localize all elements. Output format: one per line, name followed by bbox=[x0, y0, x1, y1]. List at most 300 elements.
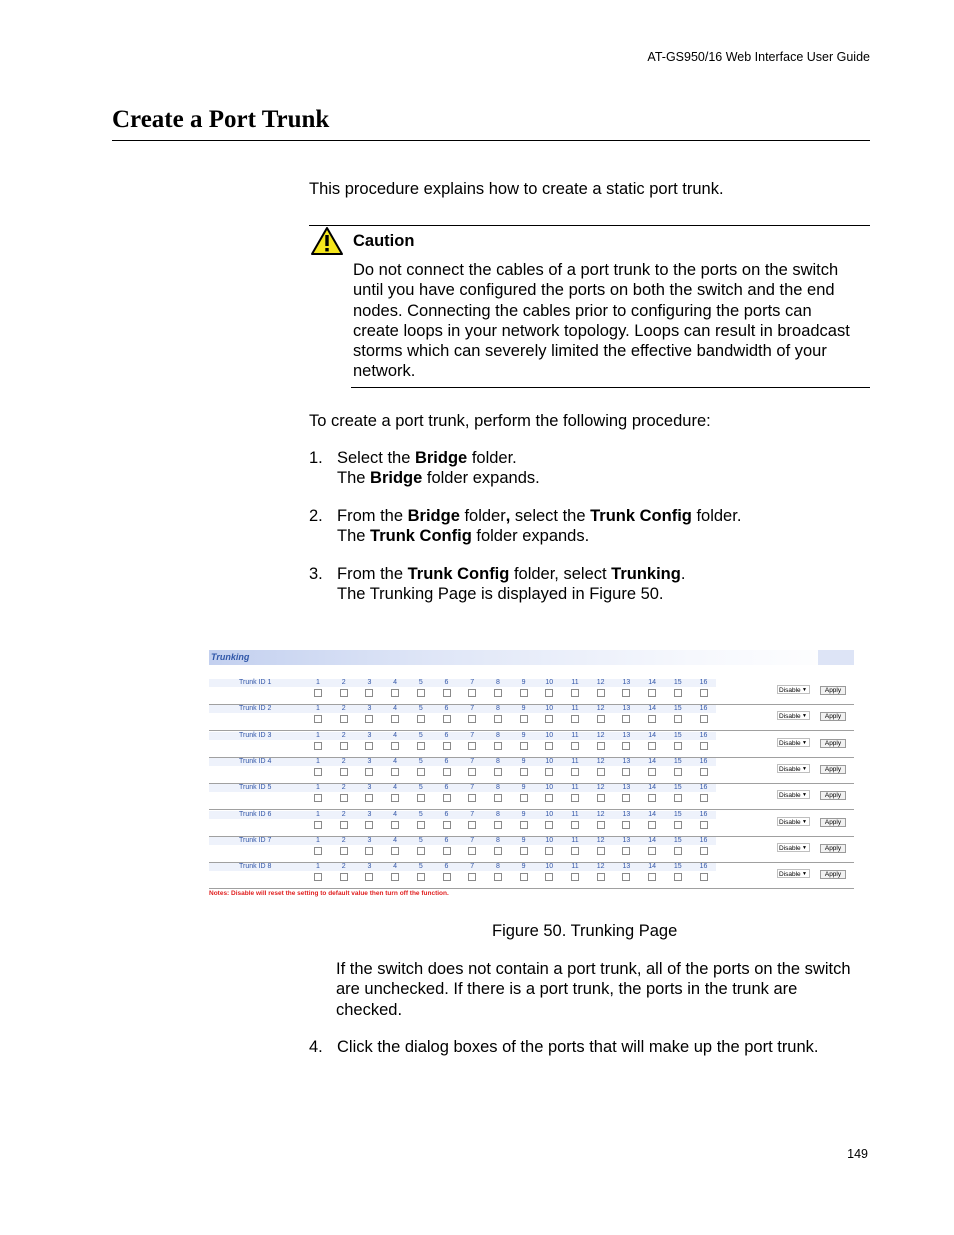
port-checkbox[interactable] bbox=[700, 742, 708, 750]
trunk-row bbox=[209, 732, 854, 758]
port-checkbox[interactable] bbox=[391, 689, 399, 697]
port-checkbox[interactable] bbox=[365, 768, 373, 776]
port-checkbox[interactable] bbox=[597, 768, 605, 776]
step-line: Click the dialog boxes of the ports that will make up the port trunk. bbox=[337, 1038, 819, 1056]
port-checkbox[interactable] bbox=[520, 689, 528, 697]
port-number: 16 bbox=[699, 757, 708, 765]
port-number: 5 bbox=[418, 836, 423, 844]
port-checkbox[interactable] bbox=[365, 742, 373, 750]
port-number: 1 bbox=[316, 679, 320, 686]
port-checkbox[interactable] bbox=[365, 794, 373, 802]
figure-caption: Figure 50. Trunking Page bbox=[492, 922, 678, 940]
port-checkbox[interactable] bbox=[597, 794, 605, 802]
caution-text bbox=[353, 260, 871, 382]
port-checkbox[interactable] bbox=[494, 689, 502, 697]
port-checkbox[interactable] bbox=[443, 689, 451, 697]
step-result: The Bridge folder expands. bbox=[337, 469, 540, 488]
port-number: 13 bbox=[622, 836, 631, 844]
port-checkbox[interactable] bbox=[443, 715, 451, 723]
port-number: 14 bbox=[648, 810, 656, 818]
trunk-row bbox=[209, 679, 854, 705]
port-number: 5 bbox=[418, 679, 423, 686]
port-checkbox[interactable] bbox=[365, 689, 373, 697]
apply-button[interactable]: Apply bbox=[820, 844, 846, 853]
apply-button[interactable]: Apply bbox=[820, 791, 846, 800]
step-line: From the Trunk Config folder, select Trunking. bbox=[337, 565, 686, 583]
port-number: 12 bbox=[596, 863, 605, 871]
port-checkbox[interactable] bbox=[417, 715, 425, 723]
port-checkbox[interactable] bbox=[391, 847, 399, 855]
port-checkbox[interactable] bbox=[674, 715, 682, 723]
port-checkbox[interactable] bbox=[648, 715, 656, 723]
caution-line: create loops in your network topology. Loops can result in broadcast bbox=[353, 321, 850, 340]
port-checkbox[interactable] bbox=[571, 847, 579, 855]
port-checkbox[interactable] bbox=[340, 742, 348, 750]
port-checkbox[interactable] bbox=[468, 821, 476, 829]
intro-paragraph: This procedure explains how to create a static port trunk. bbox=[309, 180, 724, 198]
row-shade bbox=[209, 758, 716, 766]
port-number: 16 bbox=[699, 705, 708, 713]
port-checkbox[interactable] bbox=[340, 873, 348, 881]
port-number: 4 bbox=[393, 863, 398, 871]
trunk-row bbox=[209, 705, 854, 731]
port-checkbox[interactable] bbox=[391, 742, 399, 750]
port-number: 1 bbox=[316, 784, 320, 792]
port-checkbox[interactable] bbox=[417, 794, 425, 802]
port-number: 7 bbox=[470, 679, 475, 686]
port-checkbox[interactable] bbox=[520, 821, 528, 829]
apply-button[interactable]: Apply bbox=[820, 739, 846, 748]
port-checkbox[interactable] bbox=[468, 847, 476, 855]
port-number: 8 bbox=[495, 810, 500, 818]
port-number: 5 bbox=[418, 810, 423, 818]
port-checkbox[interactable] bbox=[597, 715, 605, 723]
trunking-header-bar bbox=[209, 650, 854, 665]
port-number: 1 bbox=[316, 731, 320, 739]
caution-top-rule bbox=[309, 225, 870, 226]
port-number: 13 bbox=[622, 705, 631, 713]
port-checkbox[interactable] bbox=[494, 715, 502, 723]
port-number: 13 bbox=[622, 810, 631, 818]
chevron-down-icon: ▼ bbox=[802, 765, 807, 772]
port-checkbox[interactable] bbox=[571, 794, 579, 802]
port-number: 10 bbox=[545, 863, 554, 871]
row-shade bbox=[209, 679, 716, 687]
port-checkbox[interactable] bbox=[622, 768, 630, 776]
port-checkbox[interactable] bbox=[391, 768, 399, 776]
port-number: 9 bbox=[521, 836, 526, 844]
port-checkbox[interactable] bbox=[622, 689, 630, 697]
port-number: 1 bbox=[316, 705, 320, 713]
port-number: 4 bbox=[393, 757, 398, 765]
row-shade bbox=[209, 705, 716, 713]
port-number: 9 bbox=[521, 679, 526, 686]
trunk-mode-select[interactable]: Disable ▼ bbox=[777, 738, 810, 747]
port-checkbox[interactable] bbox=[700, 847, 708, 855]
row-shade bbox=[209, 784, 716, 792]
port-number: 12 bbox=[596, 705, 605, 713]
port-checkbox[interactable] bbox=[674, 689, 682, 697]
port-checkbox[interactable] bbox=[648, 821, 656, 829]
paragraph-line: checked. bbox=[336, 1000, 403, 1019]
port-checkbox[interactable] bbox=[622, 847, 630, 855]
chevron-down-icon: ▼ bbox=[802, 687, 807, 693]
port-number: 7 bbox=[470, 784, 475, 792]
procedure-intro: To create a port trunk, perform the following procedure: bbox=[309, 412, 711, 430]
port-checkbox[interactable] bbox=[340, 847, 348, 855]
port-number: 3 bbox=[367, 836, 372, 844]
port-checkbox[interactable] bbox=[468, 689, 476, 697]
port-number: 6 bbox=[444, 705, 449, 713]
port-number: 6 bbox=[444, 810, 449, 818]
port-checkbox[interactable] bbox=[648, 873, 656, 881]
port-checkbox[interactable] bbox=[443, 742, 451, 750]
port-number: 3 bbox=[367, 705, 372, 713]
port-number: 9 bbox=[521, 705, 526, 713]
section-title: Create a Port Trunk bbox=[112, 106, 330, 133]
port-checkbox[interactable] bbox=[340, 715, 348, 723]
port-checkbox[interactable] bbox=[597, 847, 605, 855]
port-number: 15 bbox=[673, 836, 682, 844]
port-number: 8 bbox=[495, 731, 500, 739]
step-number: 1. bbox=[309, 449, 323, 467]
port-checkbox[interactable] bbox=[674, 847, 682, 855]
port-number: 4 bbox=[393, 784, 398, 792]
port-checkbox[interactable] bbox=[674, 768, 682, 776]
caution-line: until you have configured the ports on both the switch and the end bbox=[353, 281, 835, 300]
port-checkbox[interactable] bbox=[314, 768, 322, 776]
port-number: 5 bbox=[418, 784, 423, 792]
port-number: 6 bbox=[444, 863, 449, 871]
port-checkbox[interactable] bbox=[545, 873, 553, 881]
port-number: 7 bbox=[470, 836, 475, 844]
chevron-down-icon: ▼ bbox=[802, 818, 807, 825]
row-shade bbox=[209, 863, 716, 871]
after-figure-paragraph bbox=[336, 959, 871, 1020]
port-checkbox[interactable] bbox=[700, 794, 708, 802]
port-checkbox[interactable] bbox=[417, 689, 425, 697]
port-number: 2 bbox=[341, 757, 346, 765]
port-number: 16 bbox=[699, 810, 708, 818]
port-number: 4 bbox=[393, 810, 398, 818]
step-result: The Trunking Page is displayed in Figure 50. bbox=[337, 585, 664, 604]
port-checkbox[interactable] bbox=[443, 821, 451, 829]
port-number: 15 bbox=[673, 863, 682, 871]
port-number: 7 bbox=[470, 757, 475, 765]
port-checkbox[interactable] bbox=[545, 821, 553, 829]
port-checkbox[interactable] bbox=[597, 873, 605, 881]
port-number: 3 bbox=[367, 731, 372, 739]
trunk-row bbox=[209, 811, 854, 837]
port-checkbox[interactable] bbox=[468, 794, 476, 802]
port-number: 9 bbox=[521, 731, 526, 739]
port-number: 7 bbox=[470, 731, 475, 739]
port-number: 4 bbox=[393, 679, 398, 686]
caution-line: Do not connect the cables of a port trunk to the ports on the switch bbox=[353, 261, 839, 279]
port-number: 12 bbox=[596, 679, 605, 686]
step-number: 2. bbox=[309, 507, 323, 525]
port-number: 2 bbox=[341, 705, 346, 713]
port-checkbox[interactable] bbox=[520, 742, 528, 750]
port-checkbox[interactable] bbox=[545, 689, 553, 697]
port-checkbox[interactable] bbox=[391, 794, 399, 802]
port-checkbox[interactable] bbox=[571, 821, 579, 829]
port-checkbox[interactable] bbox=[391, 873, 399, 881]
trunk-id-label: Trunk ID 2 bbox=[239, 705, 272, 713]
port-checkbox[interactable] bbox=[494, 794, 502, 802]
port-checkbox[interactable] bbox=[314, 715, 322, 723]
trunking-figure bbox=[209, 650, 854, 900]
port-checkbox[interactable] bbox=[340, 821, 348, 829]
port-number: 10 bbox=[545, 784, 554, 792]
header-box bbox=[818, 650, 854, 665]
port-checkbox[interactable] bbox=[520, 847, 528, 855]
port-checkbox[interactable] bbox=[340, 689, 348, 697]
port-number: 15 bbox=[673, 705, 682, 713]
port-checkbox[interactable] bbox=[571, 715, 579, 723]
port-checkbox[interactable] bbox=[648, 768, 656, 776]
port-number: 8 bbox=[495, 757, 500, 765]
port-checkbox[interactable] bbox=[520, 794, 528, 802]
caution-line: network. bbox=[353, 362, 416, 381]
port-checkbox[interactable] bbox=[417, 742, 425, 750]
port-checkbox[interactable] bbox=[494, 873, 502, 881]
port-number: 6 bbox=[444, 784, 449, 792]
port-checkbox[interactable] bbox=[648, 847, 656, 855]
port-checkbox[interactable] bbox=[340, 794, 348, 802]
port-number: 8 bbox=[495, 863, 500, 871]
port-checkbox[interactable] bbox=[443, 873, 451, 881]
port-number: 2 bbox=[341, 810, 346, 818]
trunk-id-label: Trunk ID 7 bbox=[239, 836, 272, 844]
port-checkbox[interactable] bbox=[468, 742, 476, 750]
port-checkbox[interactable] bbox=[545, 715, 553, 723]
port-checkbox[interactable] bbox=[520, 715, 528, 723]
port-checkbox[interactable] bbox=[545, 768, 553, 776]
port-number: 3 bbox=[367, 757, 372, 765]
apply-button[interactable]: Apply bbox=[820, 818, 846, 827]
port-number: 11 bbox=[571, 705, 579, 713]
title-rule bbox=[112, 140, 870, 141]
port-checkbox[interactable] bbox=[674, 742, 682, 750]
port-checkbox[interactable] bbox=[571, 768, 579, 776]
trunk-row bbox=[209, 837, 854, 863]
apply-button[interactable]: Apply bbox=[820, 686, 846, 695]
port-number: 12 bbox=[596, 757, 605, 765]
port-checkbox[interactable] bbox=[545, 742, 553, 750]
port-checkbox[interactable] bbox=[648, 689, 656, 697]
paragraph-line: are unchecked. If there is a port trunk, the ports in the trunk are bbox=[336, 980, 798, 999]
port-checkbox[interactable] bbox=[365, 847, 373, 855]
port-checkbox[interactable] bbox=[443, 794, 451, 802]
port-number: 8 bbox=[495, 836, 500, 844]
caution-line: nodes. Connecting the cables prior to configuring the ports can bbox=[353, 301, 812, 320]
port-checkbox[interactable] bbox=[314, 821, 322, 829]
port-number: 11 bbox=[571, 836, 579, 844]
row-shade bbox=[209, 811, 716, 819]
trunk-mode-select[interactable]: Disable ▼ bbox=[777, 817, 810, 826]
port-checkbox[interactable] bbox=[545, 794, 553, 802]
port-number: 13 bbox=[622, 863, 631, 871]
port-number: 5 bbox=[418, 757, 423, 765]
trunk-id-label: Trunk ID 3 bbox=[239, 731, 272, 739]
port-number: 12 bbox=[596, 836, 605, 844]
port-checkbox[interactable] bbox=[571, 742, 579, 750]
paragraph-line: If the switch does not contain a port trunk, all of the ports on the switch bbox=[336, 960, 851, 978]
apply-button[interactable]: Apply bbox=[820, 765, 846, 774]
port-checkbox[interactable] bbox=[494, 742, 502, 750]
port-checkbox[interactable] bbox=[340, 768, 348, 776]
port-checkbox[interactable] bbox=[545, 847, 553, 855]
port-checkbox[interactable] bbox=[571, 689, 579, 697]
port-checkbox[interactable] bbox=[520, 873, 528, 881]
apply-button[interactable]: Apply bbox=[820, 712, 846, 721]
port-checkbox[interactable] bbox=[622, 742, 630, 750]
port-number: 5 bbox=[418, 731, 423, 739]
caution-heading: Caution bbox=[353, 232, 415, 250]
step-number: 4. bbox=[309, 1038, 323, 1056]
port-number: 14 bbox=[648, 679, 656, 686]
port-checkbox[interactable] bbox=[391, 715, 399, 723]
port-number: 2 bbox=[341, 731, 346, 739]
port-checkbox[interactable] bbox=[597, 689, 605, 697]
trunk-mode-select[interactable]: Disable ▼ bbox=[777, 843, 810, 852]
port-checkbox[interactable] bbox=[314, 873, 322, 881]
trunk-mode-select[interactable]: Disable ▼ bbox=[777, 790, 810, 799]
port-number: 16 bbox=[699, 863, 708, 871]
port-number: 13 bbox=[622, 731, 631, 739]
port-checkbox[interactable] bbox=[622, 715, 630, 723]
port-checkbox[interactable] bbox=[314, 742, 322, 750]
chevron-down-icon: ▼ bbox=[802, 739, 807, 746]
port-number: 9 bbox=[521, 863, 526, 871]
port-checkbox[interactable] bbox=[622, 821, 630, 829]
trunk-mode-select[interactable]: Disable ▼ bbox=[777, 711, 810, 720]
port-number: 1 bbox=[316, 810, 320, 818]
port-checkbox[interactable] bbox=[365, 715, 373, 723]
port-checkbox[interactable] bbox=[417, 847, 425, 855]
port-number: 11 bbox=[571, 679, 579, 686]
port-checkbox[interactable] bbox=[443, 847, 451, 855]
trunk-row bbox=[209, 863, 854, 889]
chevron-down-icon: ▼ bbox=[802, 844, 807, 851]
port-checkbox[interactable] bbox=[365, 821, 373, 829]
port-number: 9 bbox=[521, 810, 526, 818]
port-number: 16 bbox=[699, 784, 708, 792]
port-checkbox[interactable] bbox=[674, 873, 682, 881]
port-checkbox[interactable] bbox=[700, 821, 708, 829]
trunk-mode-select[interactable]: Disable ▼ bbox=[777, 685, 810, 694]
warning-icon bbox=[310, 226, 344, 256]
port-checkbox[interactable] bbox=[622, 794, 630, 802]
port-checkbox[interactable] bbox=[443, 768, 451, 776]
port-number: 14 bbox=[648, 784, 656, 792]
trunk-id-label: Trunk ID 4 bbox=[239, 757, 272, 765]
port-checkbox[interactable] bbox=[674, 794, 682, 802]
apply-button[interactable]: Apply bbox=[820, 870, 846, 879]
port-number: 14 bbox=[648, 731, 656, 739]
port-checkbox[interactable] bbox=[494, 821, 502, 829]
port-number: 7 bbox=[470, 810, 475, 818]
caution-line: storms which can severely limited the effective bandwidth of your bbox=[353, 342, 827, 361]
port-checkbox[interactable] bbox=[417, 873, 425, 881]
port-number: 10 bbox=[545, 836, 554, 844]
port-checkbox[interactable] bbox=[700, 715, 708, 723]
port-checkbox[interactable] bbox=[597, 742, 605, 750]
port-number: 10 bbox=[545, 757, 554, 765]
step-number: 3. bbox=[309, 565, 323, 583]
port-checkbox[interactable] bbox=[700, 873, 708, 881]
port-number: 10 bbox=[545, 731, 554, 739]
port-checkbox[interactable] bbox=[365, 873, 373, 881]
caution-bottom-rule bbox=[351, 387, 870, 388]
port-number: 9 bbox=[521, 784, 526, 792]
port-number: 8 bbox=[495, 705, 500, 713]
port-checkbox[interactable] bbox=[314, 689, 322, 697]
step-result: The Trunk Config folder expands. bbox=[337, 527, 590, 546]
port-number: 7 bbox=[470, 705, 475, 713]
port-number: 14 bbox=[648, 705, 656, 713]
port-checkbox[interactable] bbox=[391, 821, 399, 829]
page-number: 149 bbox=[847, 1147, 868, 1161]
row-shade bbox=[209, 732, 716, 740]
port-checkbox[interactable] bbox=[674, 821, 682, 829]
port-number: 3 bbox=[367, 863, 372, 871]
port-checkbox[interactable] bbox=[494, 768, 502, 776]
port-number: 11 bbox=[571, 731, 579, 739]
port-number: 12 bbox=[596, 731, 605, 739]
port-checkbox[interactable] bbox=[648, 742, 656, 750]
port-checkbox[interactable] bbox=[417, 821, 425, 829]
port-checkbox[interactable] bbox=[468, 768, 476, 776]
port-number: 11 bbox=[571, 863, 579, 871]
port-number: 1 bbox=[316, 863, 320, 871]
port-checkbox[interactable] bbox=[417, 768, 425, 776]
port-checkbox[interactable] bbox=[597, 821, 605, 829]
port-checkbox[interactable] bbox=[571, 873, 579, 881]
row-shade bbox=[209, 837, 716, 845]
port-checkbox[interactable] bbox=[622, 873, 630, 881]
port-number: 14 bbox=[648, 836, 656, 844]
port-checkbox[interactable] bbox=[700, 768, 708, 776]
trunk-mode-select[interactable]: Disable ▼ bbox=[777, 869, 810, 878]
port-number: 15 bbox=[673, 679, 682, 686]
port-checkbox[interactable] bbox=[700, 689, 708, 697]
port-checkbox[interactable] bbox=[314, 794, 322, 802]
port-checkbox[interactable] bbox=[468, 715, 476, 723]
port-number: 15 bbox=[673, 731, 682, 739]
port-number: 1 bbox=[316, 757, 320, 765]
port-number: 15 bbox=[673, 810, 682, 818]
trunk-id-label: Trunk ID 1 bbox=[239, 679, 272, 686]
port-number: 16 bbox=[699, 836, 708, 844]
port-number: 12 bbox=[596, 784, 605, 792]
port-checkbox[interactable] bbox=[468, 873, 476, 881]
port-number: 11 bbox=[571, 757, 579, 765]
port-number: 9 bbox=[521, 757, 526, 765]
port-number: 4 bbox=[393, 705, 398, 713]
port-checkbox[interactable] bbox=[520, 768, 528, 776]
port-number: 8 bbox=[495, 784, 500, 792]
port-checkbox[interactable] bbox=[494, 847, 502, 855]
port-number: 2 bbox=[341, 784, 346, 792]
chevron-down-icon: ▼ bbox=[802, 871, 807, 878]
port-number: 6 bbox=[444, 731, 449, 739]
port-checkbox[interactable] bbox=[648, 794, 656, 802]
port-number: 4 bbox=[393, 836, 398, 844]
port-checkbox[interactable] bbox=[314, 847, 322, 855]
trunk-mode-select[interactable]: Disable ▼ bbox=[777, 764, 810, 773]
